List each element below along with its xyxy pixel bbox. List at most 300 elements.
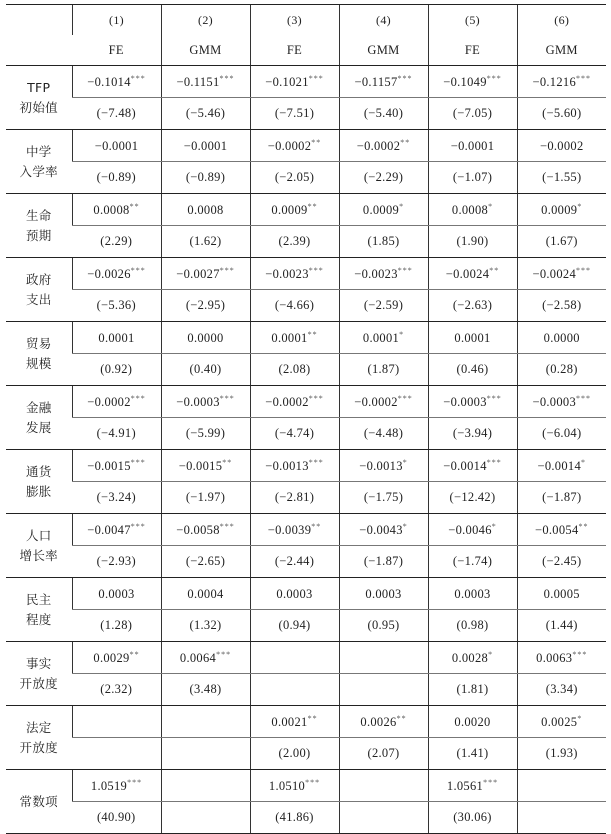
coefficient-cell [161, 706, 250, 738]
coefficient-value: 0.0009 [541, 202, 578, 217]
coefficient-cell [517, 450, 606, 482]
coefficient-value: −0.0054 [534, 522, 579, 537]
coefficient-value: 0.0003 [276, 586, 313, 601]
variable-name-line2: 规模 [25, 355, 52, 371]
coefficient-cell [517, 386, 606, 418]
tstat-cell: (−5.40) [339, 98, 428, 130]
tstat-cell: (−2.58) [517, 290, 606, 322]
col-number-label: (4) [376, 12, 391, 27]
coefficient-cell [72, 642, 161, 674]
coefficient-value: −0.0039 [267, 522, 312, 537]
significance-stars: ** [396, 713, 407, 723]
significance-stars: *** [576, 73, 592, 83]
tstat-cell: (−5.36) [72, 290, 161, 322]
tstat-cell: (3.34) [517, 674, 606, 706]
tstat-cell [161, 802, 250, 834]
tstat-cell [161, 738, 250, 770]
tstat-cell: (1.81) [428, 674, 517, 706]
coefficient-cell [72, 706, 161, 738]
tstat-cell: (−5.99) [161, 418, 250, 450]
table-row-tstat [6, 674, 606, 706]
coefficient-cell [517, 706, 606, 738]
significance-stars: *** [219, 73, 235, 83]
coefficient-value: −0.1151 [176, 74, 220, 89]
variable-name-cell [6, 258, 72, 322]
variable-name-line1: 通货 [25, 463, 52, 479]
tstat-cell: (−5.46) [161, 98, 250, 130]
tstat-cell: (−2.63) [428, 290, 517, 322]
coefficient-cell [250, 514, 339, 546]
table-row-tstat [6, 290, 606, 322]
tstat-cell: (30.06) [428, 802, 517, 834]
header-col-method [161, 35, 250, 66]
coefficient-cell [161, 642, 250, 674]
col-number-label: (5) [465, 12, 480, 27]
coefficient-cell [161, 770, 250, 802]
tstat-cell: (1.44) [517, 610, 606, 642]
coefficient-cell [339, 514, 428, 546]
coefficient-value: 0.0020 [454, 714, 491, 729]
table-row-coefficient [6, 514, 606, 546]
tstat-cell: (−4.91) [72, 418, 161, 450]
coefficient-value: −0.0024 [445, 266, 490, 281]
significance-stars: *** [127, 777, 143, 787]
variable-name-cell [6, 130, 72, 194]
coefficient-value: 0.0005 [543, 586, 580, 601]
coefficient-cell [428, 514, 517, 546]
col-number-label: (6) [554, 12, 570, 27]
significance-stars: ** [222, 457, 233, 467]
coefficient-cell [72, 194, 161, 226]
tstat-cell: (1.67) [517, 226, 606, 258]
coefficient-cell [428, 706, 517, 738]
table-body [6, 66, 606, 834]
coefficient-cell [428, 130, 517, 162]
coefficient-value: 1.0510 [268, 778, 306, 793]
tstat-cell: (−2.65) [161, 546, 250, 578]
coefficient-value: −0.1049 [443, 74, 487, 89]
coefficient-value: 1.0519 [90, 778, 128, 793]
tstat-cell: (−2.93) [72, 546, 161, 578]
significance-stars: ** [307, 713, 318, 723]
tstat-cell: (40.90) [72, 802, 161, 834]
coefficient-value: 0.0008 [93, 202, 130, 217]
header-col-method [517, 35, 606, 66]
table-row-tstat [6, 226, 606, 258]
tstat-cell: (1.41) [428, 738, 517, 770]
coefficient-cell [250, 66, 339, 98]
variable-name-line1: 法定 [25, 719, 52, 735]
table-row-coefficient [6, 66, 606, 98]
variable-name-cell [6, 322, 72, 386]
tstat-cell: (−1.55) [517, 162, 606, 194]
coefficient-value: −0.0047 [87, 522, 131, 537]
variable-name-cell [6, 642, 72, 706]
header-col-number [428, 5, 517, 36]
significance-stars: * [399, 201, 405, 211]
tstat-cell: (0.98) [428, 610, 517, 642]
coefficient-cell [161, 514, 250, 546]
coefficient-cell [339, 706, 428, 738]
tstat-cell: (0.92) [72, 354, 161, 386]
coefficient-value: −0.0015 [178, 458, 223, 473]
variable-name-cell [6, 706, 72, 770]
significance-stars: ** [311, 521, 322, 531]
tstat-cell: (0.28) [517, 354, 606, 386]
significance-stars: * [577, 713, 583, 723]
tstat-cell: (2.29) [72, 226, 161, 258]
variable-name-line1: 金融 [25, 399, 52, 415]
variable-name-line2: 增长率 [19, 547, 58, 563]
significance-stars: * [402, 521, 408, 531]
tstat-cell: (−2.45) [517, 546, 606, 578]
variable-name-line1: 人口 [25, 527, 52, 543]
tstat-cell [339, 802, 428, 834]
significance-stars: * [402, 457, 408, 467]
variable-name-line1: 常数项 [19, 793, 58, 809]
table-row-tstat [6, 354, 606, 386]
tstat-cell: (−2.44) [250, 546, 339, 578]
coefficient-value: −0.0003 [443, 394, 487, 409]
variable-name-line1: TFP [27, 79, 51, 95]
coefficient-value: −0.0014 [537, 458, 582, 473]
significance-stars: *** [130, 265, 146, 275]
table-header [6, 5, 606, 66]
tstat-cell: (−5.60) [517, 98, 606, 130]
variable-name-line2: 支出 [25, 291, 52, 307]
coefficient-value: −0.0043 [359, 522, 403, 537]
tstat-cell: (−2.29) [339, 162, 428, 194]
table-row-tstat [6, 610, 606, 642]
variable-name-line2: 开放度 [19, 739, 58, 755]
coefficient-cell [339, 258, 428, 290]
tstat-cell: (−0.89) [72, 162, 161, 194]
tstat-cell: (1.28) [72, 610, 161, 642]
coefficient-value: −0.0002 [87, 394, 131, 409]
significance-stars: *** [397, 265, 413, 275]
coefficient-value: 0.0001 [98, 330, 135, 345]
col-number-label: (2) [198, 12, 213, 27]
significance-stars: * [488, 201, 494, 211]
significance-stars: *** [397, 393, 413, 403]
significance-stars: *** [483, 777, 499, 787]
coefficient-cell [250, 770, 339, 802]
coefficient-value: 0.0026 [360, 714, 397, 729]
tstat-cell: (−12.42) [428, 482, 517, 514]
significance-stars: *** [576, 393, 592, 403]
coefficient-cell [428, 194, 517, 226]
coefficient-value: 0.0028 [451, 650, 489, 665]
variable-name-cell [6, 66, 72, 130]
coefficient-value: −0.0002 [267, 138, 312, 153]
tstat-cell: (0.40) [161, 354, 250, 386]
coefficient-cell [250, 386, 339, 418]
tstat-cell [250, 674, 339, 706]
table-row-coefficient [6, 194, 606, 226]
header-row-methods [6, 35, 606, 66]
coefficient-value: 0.0003 [454, 586, 491, 601]
table-row-tstat [6, 482, 606, 514]
table-row-coefficient [6, 322, 606, 354]
tstat-cell: (1.93) [517, 738, 606, 770]
table-row-coefficient [6, 450, 606, 482]
tstat-cell: (2.39) [250, 226, 339, 258]
coefficient-value: 0.0001 [454, 330, 491, 345]
variable-name-line1: 贸易 [25, 335, 52, 351]
coefficient-value: −0.0023 [354, 266, 398, 281]
coefficient-value: −0.0001 [94, 138, 139, 153]
coefficient-cell [428, 66, 517, 98]
coefficient-cell [72, 386, 161, 418]
tstat-cell: (1.87) [339, 354, 428, 386]
variable-name-line2: 入学率 [19, 163, 58, 179]
coefficient-value: 0.0008 [187, 202, 224, 217]
significance-stars: *** [216, 649, 232, 659]
coefficient-cell [161, 450, 250, 482]
header-col-number [72, 5, 161, 36]
significance-stars: *** [308, 265, 324, 275]
tstat-cell: (2.07) [339, 738, 428, 770]
significance-stars: *** [130, 73, 146, 83]
coefficient-value: 0.0001 [271, 330, 308, 345]
tstat-cell: (2.32) [72, 674, 161, 706]
significance-stars: * [399, 329, 405, 339]
coefficient-cell [161, 130, 250, 162]
col-method-label: GMM [367, 42, 400, 57]
tstat-cell: (−1.74) [428, 546, 517, 578]
coefficient-value: −0.0015 [87, 458, 131, 473]
header-col-method [428, 35, 517, 66]
tstat-cell: (−0.89) [161, 162, 250, 194]
coefficient-cell [517, 130, 606, 162]
table-row-tstat [6, 738, 606, 770]
significance-stars: * [581, 457, 587, 467]
coefficient-value: 0.0000 [187, 330, 224, 345]
significance-stars: ** [311, 137, 322, 147]
coefficient-cell [161, 194, 250, 226]
table-row-tstat [6, 162, 606, 194]
coefficient-cell [250, 706, 339, 738]
variable-name-line2: 发展 [25, 419, 52, 435]
significance-stars: *** [219, 265, 235, 275]
table-row-tstat [6, 98, 606, 130]
table-row-coefficient [6, 706, 606, 738]
coefficient-cell [428, 642, 517, 674]
tstat-cell: (−7.51) [250, 98, 339, 130]
coefficient-value: 0.0001 [362, 330, 400, 345]
significance-stars: *** [308, 73, 324, 83]
regression-table-container [6, 4, 606, 834]
coefficient-cell [250, 450, 339, 482]
coefficient-value: −0.0002 [356, 138, 401, 153]
coefficient-value: −0.0014 [443, 458, 487, 473]
coefficient-cell [339, 322, 428, 354]
coefficient-value: −0.1157 [354, 74, 398, 89]
significance-stars: *** [486, 73, 502, 83]
coefficient-cell [72, 258, 161, 290]
coefficient-cell [428, 322, 517, 354]
coefficient-value: −0.1216 [532, 74, 577, 89]
coefficient-cell [517, 322, 606, 354]
variable-name-line1: 民主 [25, 591, 52, 607]
tstat-cell: (1.32) [161, 610, 250, 642]
coefficient-value: 0.0063 [536, 650, 573, 665]
coefficient-cell [428, 386, 517, 418]
coefficient-cell [72, 130, 161, 162]
tstat-cell: (−3.24) [72, 482, 161, 514]
coefficient-cell [339, 66, 428, 98]
header-col-number [517, 5, 606, 36]
table-row-coefficient [6, 386, 606, 418]
coefficient-cell [72, 578, 161, 610]
significance-stars: *** [130, 521, 146, 531]
coefficient-cell [339, 770, 428, 802]
coefficient-value: −0.0027 [176, 266, 220, 281]
coefficient-value: 0.0009 [271, 202, 308, 217]
coefficient-cell [250, 130, 339, 162]
coefficient-cell [339, 386, 428, 418]
tstat-cell: (−7.05) [428, 98, 517, 130]
variable-name-cell [6, 194, 72, 258]
coefficient-value: −0.0024 [532, 266, 577, 281]
header-row-numbers [6, 5, 606, 36]
tstat-cell: (−4.74) [250, 418, 339, 450]
significance-stars: * [488, 649, 494, 659]
col-number-label: (1) [109, 12, 124, 27]
variable-name-line2: 程度 [25, 611, 52, 627]
coefficient-cell [161, 322, 250, 354]
significance-stars: *** [486, 457, 502, 467]
coefficient-cell [339, 130, 428, 162]
variable-name-line1: 生命 [25, 207, 52, 223]
coefficient-cell [250, 194, 339, 226]
significance-stars: ** [307, 329, 318, 339]
variable-name-line1: 中学 [25, 143, 52, 159]
significance-stars: ** [400, 137, 411, 147]
coefficient-cell [428, 450, 517, 482]
coefficient-value: 0.0009 [362, 202, 400, 217]
col-method-label: FE [108, 42, 124, 57]
col-method-label: GMM [189, 42, 222, 57]
coefficient-cell [428, 770, 517, 802]
coefficient-cell [517, 514, 606, 546]
coefficient-value: −0.0003 [532, 394, 577, 409]
tstat-cell: (−2.05) [250, 162, 339, 194]
significance-stars: ** [129, 201, 140, 211]
col-method-label: GMM [545, 42, 578, 57]
significance-stars: *** [130, 457, 146, 467]
table-row-tstat [6, 802, 606, 834]
coefficient-cell [339, 450, 428, 482]
significance-stars: *** [397, 73, 413, 83]
significance-stars: *** [219, 521, 235, 531]
tstat-cell: (−6.04) [517, 418, 606, 450]
significance-stars: ** [578, 521, 589, 531]
coefficient-value: −0.1021 [265, 74, 309, 89]
tstat-cell: (3.48) [161, 674, 250, 706]
variable-name-line1: 事实 [25, 655, 52, 671]
coefficient-cell [72, 514, 161, 546]
tstat-cell: (−1.75) [339, 482, 428, 514]
coefficient-cell [339, 194, 428, 226]
table-row-coefficient [6, 770, 606, 802]
coefficient-value: 0.0021 [271, 714, 308, 729]
coefficient-value: −0.0003 [176, 394, 220, 409]
coefficient-cell [250, 642, 339, 674]
significance-stars: *** [308, 457, 324, 467]
coefficient-cell [250, 258, 339, 290]
coefficient-cell [72, 450, 161, 482]
tstat-cell [517, 802, 606, 834]
tstat-cell: (−1.87) [339, 546, 428, 578]
variable-name-cell [6, 770, 72, 834]
significance-stars: *** [219, 393, 235, 403]
variable-name-cell [6, 450, 72, 514]
coefficient-value: −0.0001 [183, 138, 228, 153]
col-method-label: FE [286, 42, 303, 57]
tstat-cell: (−1.07) [428, 162, 517, 194]
variable-name-line2: 开放度 [19, 675, 58, 691]
tstat-cell: (−1.87) [517, 482, 606, 514]
coefficient-cell [517, 258, 606, 290]
coefficient-cell [339, 578, 428, 610]
significance-stars: ** [129, 649, 140, 659]
tstat-cell: (2.00) [250, 738, 339, 770]
table-row-tstat [6, 418, 606, 450]
coefficient-value: −0.0058 [176, 522, 220, 537]
variable-name-line2: 初始值 [19, 99, 58, 115]
coefficient-cell [250, 322, 339, 354]
coefficient-cell [339, 642, 428, 674]
col-number-label: (3) [287, 12, 302, 27]
table-row-tstat [6, 546, 606, 578]
significance-stars: *** [305, 777, 321, 787]
coefficient-cell [517, 770, 606, 802]
tstat-cell: (1.62) [161, 226, 250, 258]
coefficient-value: −0.0023 [265, 266, 309, 281]
significance-stars: ** [489, 265, 500, 275]
variable-name-line2: 膨胀 [25, 483, 52, 499]
tstat-cell: (−3.94) [428, 418, 517, 450]
table-row-coefficient [6, 578, 606, 610]
coefficient-value: 1.0561 [446, 778, 484, 793]
header-col-number [339, 5, 428, 36]
coefficient-cell [250, 578, 339, 610]
tstat-cell: (1.85) [339, 226, 428, 258]
coefficient-value: −0.0002 [539, 138, 584, 153]
coefficient-value: 0.0064 [179, 650, 217, 665]
coefficient-cell [428, 578, 517, 610]
coefficient-value: −0.0001 [450, 138, 495, 153]
tstat-cell: (−7.48) [72, 98, 161, 130]
coefficient-value: 0.0029 [93, 650, 130, 665]
table-row-coefficient [6, 130, 606, 162]
coefficient-cell [161, 386, 250, 418]
col-method-label: FE [464, 42, 481, 57]
tstat-cell: (0.94) [250, 610, 339, 642]
coefficient-value: 0.0025 [541, 714, 578, 729]
header-col-method [250, 35, 339, 66]
significance-stars: *** [486, 393, 502, 403]
coefficient-value: −0.0013 [265, 458, 309, 473]
significance-stars: * [577, 201, 583, 211]
coefficient-value: −0.0002 [354, 394, 398, 409]
header-col-method [72, 35, 161, 66]
coefficient-cell [517, 642, 606, 674]
coefficient-cell [517, 66, 606, 98]
regression-table [6, 4, 606, 834]
variable-name-line1: 政府 [25, 271, 52, 287]
